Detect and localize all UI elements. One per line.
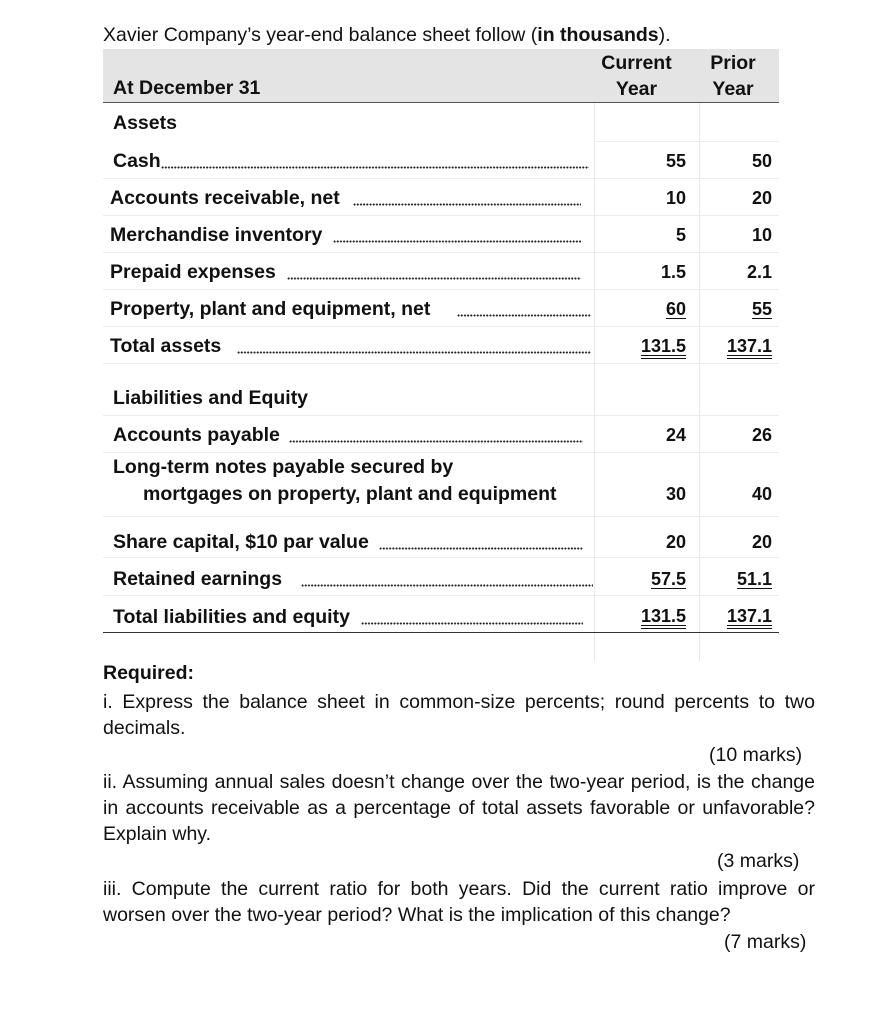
leader-dots — [161, 166, 589, 169]
assets-heading: Assets — [113, 112, 177, 134]
current-value: 24 — [665, 425, 686, 445]
leader-dots — [287, 277, 581, 280]
row-label: Total assets — [110, 335, 222, 357]
header-divider — [103, 102, 779, 103]
question-3: iii. Compute the current ratio for both years. Did the current ratio improve or worsen over the two-year period? What is the implication of this change? — [103, 878, 815, 926]
required-title: Required: — [103, 662, 195, 684]
prior-value: 20 — [751, 532, 772, 552]
leader-dots — [457, 314, 591, 317]
leader-dots — [333, 240, 581, 243]
current-value: 30 — [665, 484, 686, 504]
row-label: Total liabilities and equity — [113, 606, 350, 628]
current-value: 60 — [665, 299, 686, 319]
question-3-marks: (7 marks) — [724, 931, 807, 953]
grid-line — [103, 452, 779, 453]
grid-line — [103, 516, 779, 517]
row-label: Long-term notes payable secured by — [113, 456, 454, 478]
row-label: Share capital, $10 par value — [113, 531, 369, 553]
prior-value: 137.1 — [726, 606, 772, 626]
row-label: Accounts payable — [113, 424, 280, 446]
grid-line — [103, 557, 779, 558]
row-label: Accounts receivable, net — [110, 187, 340, 209]
current-value: 131.5 — [640, 336, 686, 356]
row-label: Retained earnings — [113, 568, 283, 590]
prior-value: 137.1 — [726, 336, 772, 356]
prior-value: 55 — [751, 299, 772, 319]
row-label: Prepaid expenses — [110, 261, 276, 283]
intro-text: Xavier Company’s year-end balance sheet follow (in thousands). — [103, 24, 671, 46]
table-bottom-rule — [103, 632, 779, 633]
grid-line — [103, 215, 779, 216]
leader-dots — [237, 351, 591, 354]
leader-dots — [301, 584, 593, 587]
balance-sheet-table — [103, 49, 779, 661]
row-label: Property, plant and equipment, net — [110, 298, 431, 320]
header-date-label: At December 31 — [113, 77, 261, 99]
current-value: 55 — [665, 151, 686, 171]
prior-value: 10 — [751, 225, 772, 245]
grid-line — [699, 633, 700, 661]
question-1-marks: (10 marks) — [709, 744, 803, 766]
grid-line — [103, 415, 779, 416]
prior-value: 20 — [751, 188, 772, 208]
row-label: Cash — [113, 150, 161, 172]
leader-dots — [361, 622, 583, 625]
question-2-marks: (3 marks) — [717, 850, 800, 872]
question-1: i. Express the balance sheet in common-size percents; round percents to two decimals. — [103, 691, 815, 739]
leader-dots — [379, 547, 583, 550]
current-value: 57.5 — [650, 569, 686, 589]
current-value: 20 — [665, 532, 686, 552]
leader-dots — [353, 203, 581, 206]
grid-line — [103, 326, 779, 327]
row-label-continued: mortgages on property, plant and equipment — [143, 483, 557, 505]
grid-line — [594, 103, 595, 632]
prior-value: 40 — [751, 484, 772, 504]
grid-line — [103, 178, 779, 179]
grid-line — [594, 633, 595, 661]
prior-value: 2.1 — [746, 262, 772, 282]
current-value: 5 — [675, 225, 686, 245]
intro-bold: in thousands — [537, 24, 659, 46]
prior-value: 26 — [751, 425, 772, 445]
current-value: 1.5 — [660, 262, 686, 282]
question-2: ii. Assuming annual sales doesn’t change over the two-year period, is the change in accounts receivable as a percentage of total assets favorable or unfavorable? Explain why. — [103, 771, 815, 845]
current-value: 131.5 — [640, 606, 686, 626]
header-prior-year: Prior Year — [710, 52, 756, 100]
liabilities-heading: Liabilities and Equity — [113, 387, 309, 409]
grid-line — [103, 595, 779, 596]
grid-line — [103, 363, 779, 364]
prior-value: 51.1 — [736, 569, 772, 589]
grid-line — [103, 289, 779, 290]
header-current-year: Current Year — [601, 52, 672, 100]
current-value: 10 — [665, 188, 686, 208]
leader-dots — [289, 440, 583, 443]
row-label: Merchandise inventory — [110, 224, 323, 246]
prior-value: 50 — [751, 151, 772, 171]
grid-line — [103, 252, 779, 253]
grid-line — [594, 141, 779, 142]
